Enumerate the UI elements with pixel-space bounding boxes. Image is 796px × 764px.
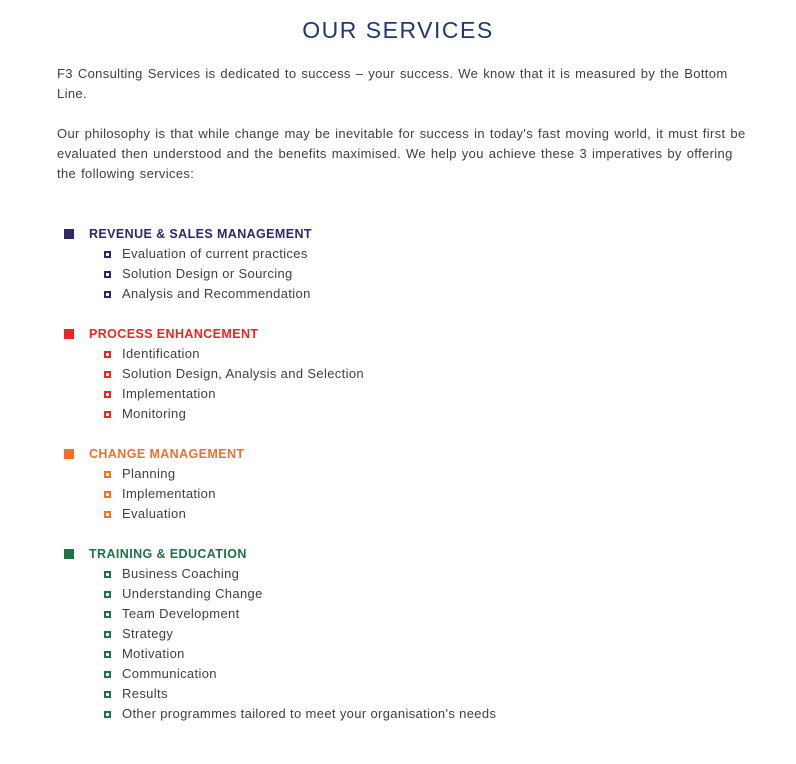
- list-item: [0, 284, 796, 304]
- list-item: [0, 684, 796, 704]
- list-item: [0, 604, 796, 624]
- section-heading-label: PROCESS ENHANCEMENT: [89, 327, 259, 341]
- list-item-label: Solution Design, Analysis and Selection: [122, 366, 365, 381]
- sub-square-bullet-icon: [104, 651, 111, 658]
- sub-square-bullet-icon: [104, 591, 111, 598]
- list-item: [0, 264, 796, 284]
- sub-square-bullet-icon: [104, 471, 111, 478]
- list-item-label: Analysis and Recommendation: [122, 286, 311, 301]
- list-item: [0, 504, 796, 524]
- list-item-label: Planning: [122, 466, 176, 481]
- section-heading-label: CHANGE MANAGEMENT: [89, 447, 245, 461]
- sub-square-bullet-icon: [104, 271, 111, 278]
- sub-square-bullet-icon: [104, 711, 111, 718]
- sub-square-bullet-icon: [104, 671, 111, 678]
- section-items: [0, 344, 796, 424]
- list-item: [0, 344, 796, 364]
- square-bullet-icon: [64, 329, 74, 339]
- section-items: [0, 564, 796, 724]
- intro-paragraph-2: Our philosophy is that while change may be inevitable for success in today's fast moving world, it must first be evaluated then understood and the benefits maximised. We help you achieve these 3 imperatives by offering the following services:: [57, 126, 746, 181]
- square-bullet-icon: [64, 549, 74, 559]
- sub-square-bullet-icon: [104, 611, 111, 618]
- list-item: [0, 624, 796, 644]
- list-item: [0, 484, 796, 504]
- list-item-label: Implementation: [122, 386, 216, 401]
- sub-square-bullet-icon: [104, 391, 111, 398]
- list-item-label: Solution Design or Sourcing: [122, 266, 293, 281]
- sub-square-bullet-icon: [104, 371, 111, 378]
- section-heading-label: TRAINING & EDUCATION: [89, 547, 247, 561]
- section-heading: [0, 544, 796, 564]
- list-item: [0, 244, 796, 264]
- sub-square-bullet-icon: [104, 691, 111, 698]
- section-items: [0, 244, 796, 304]
- list-item: [0, 384, 796, 404]
- list-item-label: Business Coaching: [122, 566, 240, 581]
- page-title: OUR SERVICES: [302, 17, 494, 43]
- list-item-label: Monitoring: [122, 406, 187, 421]
- service-section: [0, 324, 796, 424]
- sub-square-bullet-icon: [104, 291, 111, 298]
- sub-square-bullet-icon: [104, 411, 111, 418]
- service-section: [0, 224, 796, 304]
- list-item-label: Results: [122, 686, 168, 701]
- section-items: [0, 464, 796, 524]
- list-item-label: Evaluation: [122, 506, 187, 521]
- intro-paragraph-1: F3 Consulting Services is dedicated to success – your success. We know that it is measured by the Bottom Line.: [57, 66, 728, 101]
- list-item: [0, 664, 796, 684]
- sub-square-bullet-icon: [104, 351, 111, 358]
- sub-square-bullet-icon: [104, 631, 111, 638]
- square-bullet-icon: [64, 449, 74, 459]
- sub-square-bullet-icon: [104, 511, 111, 518]
- list-item-label: Implementation: [122, 486, 216, 501]
- list-item-label: Motivation: [122, 646, 185, 661]
- list-item: [0, 464, 796, 484]
- square-bullet-icon: [64, 229, 74, 239]
- service-section: [0, 544, 796, 724]
- sub-square-bullet-icon: [104, 251, 111, 258]
- list-item-label: Communication: [122, 666, 217, 681]
- list-item-label: Other programmes tailored to meet your organisation's needs: [122, 706, 497, 721]
- list-item-label: Evaluation of current practices: [122, 246, 308, 261]
- list-item: [0, 644, 796, 664]
- section-heading: [0, 324, 796, 344]
- services-list: [0, 224, 796, 724]
- list-item-label: Understanding Change: [122, 586, 263, 601]
- section-heading-label: REVENUE & SALES MANAGEMENT: [89, 227, 312, 241]
- list-item: [0, 364, 796, 384]
- section-heading: [0, 444, 796, 464]
- list-item: [0, 584, 796, 604]
- section-heading: [0, 224, 796, 244]
- sub-square-bullet-icon: [104, 571, 111, 578]
- list-item: [0, 564, 796, 584]
- list-item-label: Identification: [122, 346, 200, 361]
- list-item-label: Strategy: [122, 626, 174, 641]
- list-item-label: Team Development: [122, 606, 240, 621]
- service-section: [0, 444, 796, 524]
- list-item: [0, 704, 796, 724]
- list-item: [0, 404, 796, 424]
- sub-square-bullet-icon: [104, 491, 111, 498]
